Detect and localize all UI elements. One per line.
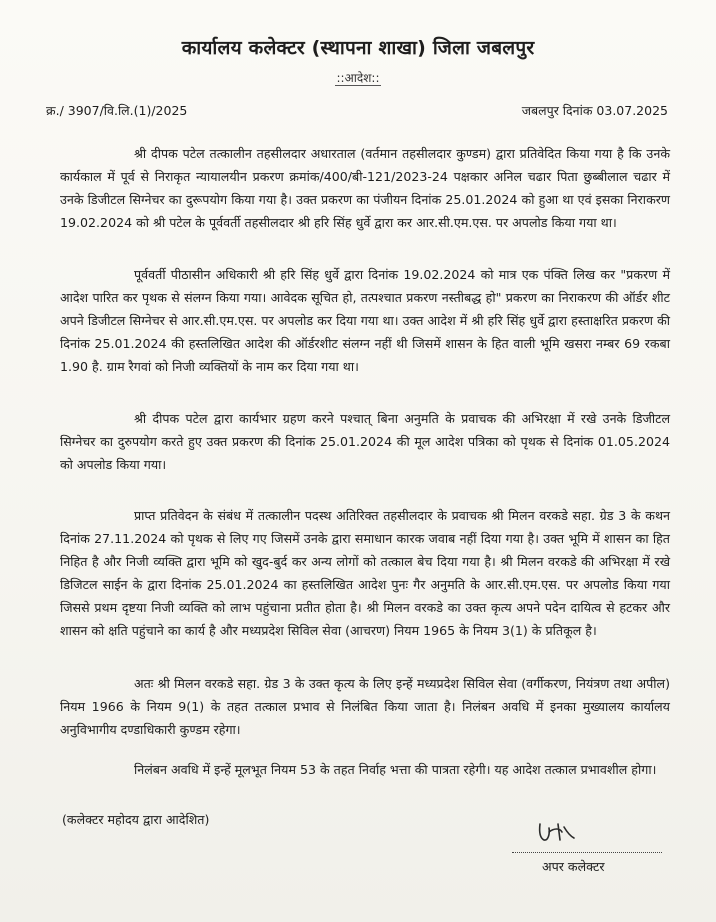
paragraph-6: निलंबन अवधि में इन्हें मूलभूत नियम 53 के तहत निर्वाह भत्ता की पात्रता रहेगी। यह आदेश तत्काल प्रभावशील होगा। [134,762,657,777]
paragraph-1: श्री दीपक पटेल तत्कालीन तहसीलदार अधारताल (वर्तमान तहसीलदार कुण्डम) द्वारा प्रतिवेदित किया गया है कि उनके कार्यकाल में पूर्व से निराकृत न्यायालयीन प्रकरण क्रमांक/400/बी-121/2023-24 पक्षकार अनिल चढार पिता छुब्बीलाल चढार में उनके डिजीटल सिग्नेचर का दुरूपयोग किया गया है। उक्त प्रकरण का पंजीयन दिनांक 25.01.2024 को हुआ था एवं इसका निराकरण 19.02.2024 को श्री पटेल के पूर्ववर्ती तहसीलदार श्री हरि सिंह धुर्वे द्वारा कर आर.सी.एम.एस. पर अपलोड किया गया था। [60,146,670,230]
paragraph-2: पूर्ववर्ती पीठासीन अधिकारी श्री हरि सिंह धुर्वे द्वारा दिनांक 19.02.2024 को मात्र एक पंक्ति लिख कर "प्रकरण में आदेश पारित कर पृथक से संलग्न किया गया। आवेदक सूचित हो, तत्पश्चात प्रकरण नस्तीबद्ध हो" प्रकरण का निराकरण की ऑर्डर शीट अपने डिजीटल सिग्नेचर से आर.सी.एम.एस. पर अपलोड कर दिया गया था। उक्त आदेश में श्री हरि सिंह धुर्वे द्वारा हस्ताक्षरित प्रकरण की दिनांक 25.01.2024 की हस्तलिखित आदेश की ऑर्डरशीट संलग्न नहीं थी जिसमें शासन के हित वाली भूमि खसरा नम्बर 69 रकबा 1.90 है. ग्राम रैगवां को निजी व्यक्तियों के नाम कर दिया गया था। [60,267,670,374]
paragraph-4: प्राप्त प्रतिवेदन के संबंध में तत्कालीन पदस्थ अतिरिक्त तहसीलदार के प्रवाचक श्री मिलन वरकडे सहा. ग्रेड 3 के कथन दिनांक 27.11.2024 को पृथक से लिए गए जिसमें उनके द्वारा समाधान कारक जवाब नहीं दिया गया है। उक्त भूमि में शासन का हित निहित है और निजी व्यक्ति द्वारा भूमि को खुद-बुर्द कर अन्य लोगों को तत्काल बेच दिया गया है। श्री मिलन वरकडे की अभिरक्षा में रखे डिजिटल साईन के द्वारा दिनांक 25.01.2024 का हस्तलिखित आदेश पुनः गैर अनुमति के आर.सी.एम.एस. पर अपलोड किया गया जिससे प्रथम दृष्टया निजी व्यक्ति को लाभ पहुंचाना प्रतीत होता है। श्री मिलन वरकडे का उक्त कृत्य अपने पदेन दायित्व से हटकर और शासन को क्षति पहुंचाने का कार्य है और मध्यप्रदेश सिविल सेवा (आचरण) नियम 1965 के नियम 3(1) के प्रतिकूल है। [60,508,670,638]
reference-number: क्र./ 3907/वि.लि.(1)/2025 [46,103,188,118]
order-heading-text: ::आदेश:: [336,71,380,85]
order-heading [0,69,716,86]
signature-icon [534,818,578,846]
paragraph-3: श्री दीपक पटेल द्वारा कार्यभार ग्रहण करने पश्चात् बिना अनुमति के प्रवाचक की अभिरक्षा में रखे उनके डिजीटल सिग्नेचर का दुरुपयोग करते हुए उक्त प्रकरण की दिनांक 25.01.2024 की मूल आदेश पत्रिका को पृथक से दिनांक 01.05.2024 को अपलोड किया गया। [60,411,670,472]
order-date: जबलपुर दिनांक 03.07.2025 [521,103,668,118]
office-title: कार्यालय कलेक्टर (स्थापना शाखा) जिला जबलपुर [181,37,535,59]
signatory-designation: अपर कलेक्टर [542,859,605,874]
signature-line [512,852,662,853]
paragraph-5: अतः श्री मिलन वरकडे सहा. ग्रेड 3 के उक्त कृत्य के लिए इन्हें मध्यप्रदेश सिविल सेवा (वर्गीकरण, नियंत्रण तथा अपील) नियम 1966 के नियम 9(1) के तहत तत्काल प्रभाव से निलंबित किया जाता है। निलंबन अवधि में इनका मुख्यालय कार्यालय अनुविभागीय दण्डाधिकारी कुण्डम रहेगा। [60,676,670,737]
approval-note: (कलेक्टर महोदय द्वारा आदेशित) [62,812,210,827]
